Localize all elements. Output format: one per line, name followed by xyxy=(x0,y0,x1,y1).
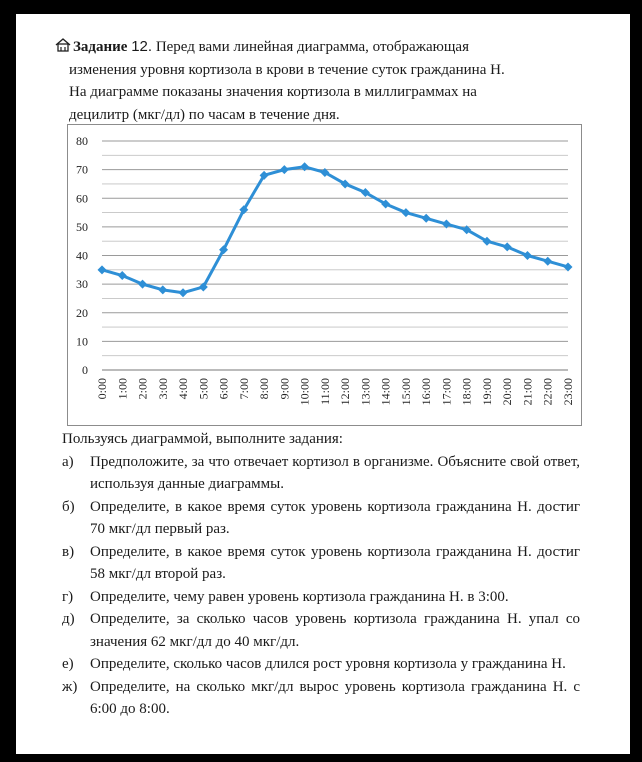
task-letter: б) xyxy=(62,498,75,515)
frame-bottom xyxy=(0,754,642,762)
task-text: Определите, в какое время суток уровень кортизола гражданина Н. достиг 58 мкг/дл второй раз. xyxy=(90,543,580,582)
x-tick-label: 2:00 xyxy=(135,378,150,400)
task-text: Определите, в какое время суток уровень кортизола гражданина Н. достиг 70 мкг/дл первый раз. xyxy=(90,498,580,537)
frame-right xyxy=(630,0,642,762)
task-number: 12. xyxy=(131,38,153,55)
task-letter: а) xyxy=(62,453,74,470)
task-item xyxy=(62,496,580,541)
x-tick-label: 5:00 xyxy=(196,378,211,400)
task-letter: е) xyxy=(62,656,74,672)
y-tick-label: 60 xyxy=(76,191,88,206)
x-tick-label: 6:00 xyxy=(216,378,231,400)
data-point xyxy=(98,265,107,274)
y-tick-label: 80 xyxy=(76,134,88,148)
data-point xyxy=(523,251,532,260)
y-tick-label: 50 xyxy=(76,219,88,234)
task-text: Определите, на сколько мкг/дл вырос уровень кортизола гражданина Н. с 6:00 до 8:00. xyxy=(90,678,580,717)
data-point xyxy=(401,208,410,217)
x-tick-label: 7:00 xyxy=(236,378,251,400)
x-tick-label: 3:00 xyxy=(155,378,170,400)
x-tick-label: 18:00 xyxy=(459,378,474,406)
y-tick-label: 30 xyxy=(76,277,88,292)
x-tick-label: 12:00 xyxy=(338,378,353,406)
x-tick-label: 19:00 xyxy=(479,378,494,406)
task-item xyxy=(62,676,580,721)
header-text-1: Перед вами линейная диаграмма, отображающая xyxy=(155,39,469,55)
data-point xyxy=(118,271,127,280)
x-tick-label: 15:00 xyxy=(398,378,413,406)
house-icon xyxy=(55,38,71,52)
cortisol-line-chart xyxy=(67,124,582,426)
x-tick-label: 22:00 xyxy=(540,378,555,406)
task-item xyxy=(62,608,580,653)
task-text: Определите, чему равен уровень кортизола гражданина Н. в 3:00. xyxy=(90,588,509,605)
task-letter: в) xyxy=(62,543,75,560)
x-tick-label: 23:00 xyxy=(561,378,575,406)
x-tick-label: 1:00 xyxy=(115,378,130,400)
x-tick-label: 16:00 xyxy=(419,378,434,406)
task-text: Предположите, за что отвечает кортизол в организме. Объясните свой ответ, используя данные диаграммы. xyxy=(90,453,580,492)
x-tick-label: 21:00 xyxy=(520,378,535,406)
y-tick-label: 0 xyxy=(82,363,88,377)
task-list xyxy=(62,428,580,721)
task-text: Определите, за сколько часов уровень кортизола гражданина Н. упал со значения 62 мкг/дл до 40 мкг/дл. xyxy=(90,611,580,650)
header-line-4: децилитр (мкг/дл) по часам в течение дня. xyxy=(69,106,340,123)
task-text: Определите, сколько часов длился рост уровня кортизола у гражданина Н. xyxy=(90,656,566,672)
x-tick-label: 0:00 xyxy=(95,378,109,400)
task-item xyxy=(62,541,580,586)
x-tick-label: 4:00 xyxy=(176,378,191,400)
x-tick-label: 8:00 xyxy=(257,378,272,400)
y-tick-label: 70 xyxy=(76,162,88,177)
task-letter: ж) xyxy=(62,678,78,695)
x-tick-label: 10:00 xyxy=(297,378,312,406)
data-point xyxy=(543,257,552,266)
task-header xyxy=(55,36,577,126)
header-line-3: На диаграмме показаны значения кортизола в миллиграммах на xyxy=(69,84,477,100)
header-line-2: изменения уровня кортизола в крови в течение суток гражданина Н. xyxy=(69,61,505,78)
task-label: Задание xyxy=(73,39,128,55)
data-point xyxy=(158,285,167,294)
header-line-1 xyxy=(55,36,577,59)
task-item xyxy=(62,586,580,609)
data-point xyxy=(179,288,188,297)
x-tick-label: 17:00 xyxy=(439,378,454,406)
data-point xyxy=(422,214,431,223)
x-tick-label: 9:00 xyxy=(277,378,292,400)
y-tick-label: 10 xyxy=(76,334,88,349)
task-item xyxy=(62,451,580,496)
chart-svg xyxy=(68,125,581,425)
x-tick-label: 11:00 xyxy=(317,378,332,405)
frame-top xyxy=(0,0,642,14)
x-tick-label: 14:00 xyxy=(378,378,393,406)
data-point xyxy=(280,165,289,174)
tasks-intro: Пользуясь диаграммой, выполните задания: xyxy=(62,431,343,447)
task-letter: г) xyxy=(62,588,74,605)
frame-left xyxy=(0,0,16,762)
x-tick-label: 13:00 xyxy=(358,378,373,406)
data-point xyxy=(138,280,147,289)
y-tick-label: 40 xyxy=(76,248,88,263)
x-tick-label: 20:00 xyxy=(500,378,515,406)
task-item xyxy=(62,653,580,676)
y-tick-label: 20 xyxy=(76,305,88,320)
series-line xyxy=(102,167,568,293)
data-point xyxy=(503,242,512,251)
task-letter: д) xyxy=(62,611,75,627)
